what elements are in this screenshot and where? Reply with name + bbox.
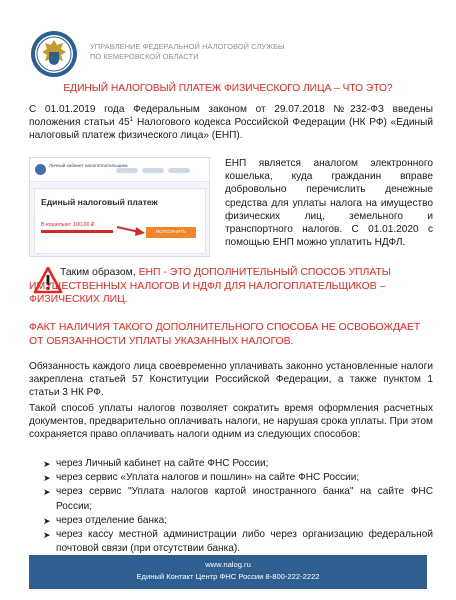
method-text: через отделение банка;	[56, 514, 168, 526]
screenshot-enp-card	[34, 188, 206, 254]
payment-methods-intro: Такой способ уплаты налогов позволяет сократить время оформления расчетных документов, предварительно оплачивать налоги, не нарушая срока уплаты. При этом сохраняется право оплачивать налоги одним из следующих способов:	[29, 403, 433, 441]
organization-name	[90, 42, 285, 62]
screenshot-heading: Единый налоговый платеж	[41, 197, 158, 207]
document-header	[0, 0, 456, 70]
summary-highlight: ЕНП - ЭТО ДОПОЛНИТЕЛЬНЫЙ СПОСОБ УПЛАТЫ ИМУЩЕСТВЕННЫХ НАЛОГОВ И НДФЛ ДЛЯ НАЛОГОПЛАТЕЛЬЩИКОВ – ФИЗИЧЕСКИХ ЛИЦ.	[29, 267, 392, 306]
method-text: через Личный кабинет на сайте ФНС России;	[56, 458, 269, 469]
article-superscript: 1	[129, 116, 134, 124]
list-item	[43, 471, 433, 485]
enp-description: ЕНП является аналогом электронного кошелька, куда гражданин вправе добровольно перечислить денежные средства для уплаты налога на имущество физических лиц, земельного и транспортного налогов. С 01.01.2020 с помощью ЕНП можно уплатить НДФЛ.	[225, 158, 433, 249]
list-item	[43, 528, 433, 556]
screenshot-topup-button: ПОПОЛНИТЬ	[146, 227, 196, 238]
summary-lead: Таким образом,	[60, 267, 139, 278]
payment-methods-list	[43, 457, 433, 556]
chevron-bullet-icon: ➤	[43, 459, 51, 469]
method-text: через сервис «Уплата налогов и пошлин» на сайте ФНС России;	[56, 472, 360, 484]
screenshot-cabinet-label: Личный кабинет налогоплательщика	[49, 163, 128, 168]
chevron-bullet-icon: ➤	[43, 473, 51, 484]
contact-center-phone: Единый Контакт Центр ФНС России 8-800-222-2222	[136, 572, 320, 581]
chevron-bullet-icon: ➤	[43, 530, 51, 541]
screenshot-nav-pill	[142, 168, 164, 173]
intro-text-end: Налогового кодекса Российской Федерации (НК РФ) «Единый налоговый платеж физического лица» (ЕНП).	[29, 117, 433, 142]
chevron-bullet-icon: ➤	[43, 487, 51, 498]
list-item	[43, 514, 433, 528]
screenshot-nav-pill	[168, 168, 190, 173]
intro-paragraph	[29, 103, 433, 143]
constitution-paragraph: Обязанность каждого лица своевременно уплачивать законно установленные налоги закреплена статьей 57 Конституции Российской Федерации, а также пунктом 1 статьи 3 НК РФ.	[29, 361, 433, 399]
screenshot-balance: В кошельке: 100,00 ₽	[41, 222, 95, 228]
summary-paragraph	[29, 266, 433, 307]
list-item	[43, 485, 433, 513]
screenshot-balance-underline	[41, 230, 113, 233]
screenshot-logo-icon	[35, 164, 46, 175]
document-title: ЕДИНЫЙ НАЛОГОВЫЙ ПЛАТЕЖ ФИЗИЧЕСКОГО ЛИЦА – ЧТО ЭТО?	[63, 83, 393, 94]
screenshot-nav-pill	[116, 168, 138, 173]
intro-text-start: С 01.01.2019 года Федеральным законом от 29.07.2018 №232-ФЗ введены положения статьи 45	[29, 104, 433, 129]
contact-footer	[29, 555, 427, 589]
screenshot-topbar	[30, 158, 210, 182]
method-text: через кассу местной администрации либо через организацию федеральной почтовой связи (при отсутствии банка).	[56, 529, 433, 555]
fact-warning: ФАКТ НАЛИЧИЯ ТАКОГО ДОПОЛНИТЕЛЬНОГО СПОСОБА НЕ ОСВОБОЖДАЕТ ОТ ОБЯЗАННОСТИ УПЛАТЫ УКАЗАННЫХ НАЛОГОВ.	[29, 322, 421, 347]
list-item	[43, 457, 433, 471]
fns-emblem-icon	[30, 30, 78, 78]
chevron-bullet-icon: ➤	[43, 515, 51, 526]
red-arrow-icon	[115, 223, 149, 237]
organization-line-2: ПО КЕМЕРОВСКОЙ ОБЛАСТИ	[90, 52, 199, 61]
website-link[interactable]: www.nalog.ru	[205, 560, 251, 569]
personal-account-screenshot	[29, 157, 210, 257]
method-text: через сервис "Уплата налогов картой иностранного банка" на сайте ФНС России;	[56, 486, 433, 512]
organization-line-1: УПРАВЛЕНИЕ ФЕДЕРАЛЬНОЙ НАЛОГОВОЙ СЛУЖБЫ	[90, 42, 285, 51]
